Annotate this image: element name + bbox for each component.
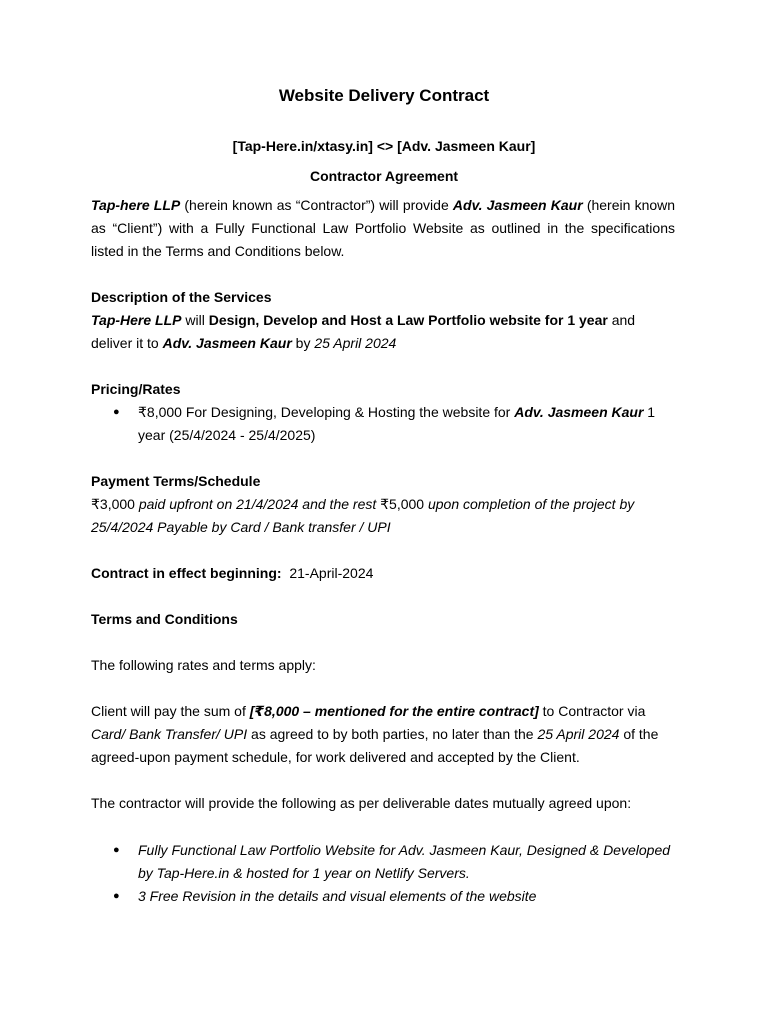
services-paragraph bbox=[91, 309, 675, 355]
terms-heading: Terms and Conditions bbox=[91, 611, 238, 627]
effective-date: 21-April-2024 bbox=[289, 565, 374, 581]
intro-text-2: (herein known as “Client”) with a Fully Functional Law Portfolio Website as outlined in the specifications listed in the Terms and Conditions below. bbox=[91, 197, 676, 259]
clause-note: mentioned for the entire contract] bbox=[314, 703, 539, 719]
clause-methods: Card/ Bank Transfer/ UPI bbox=[91, 726, 248, 742]
intro-text-1: (herein known as “Contractor”) will provide bbox=[180, 197, 453, 213]
clause-sum: [₹8,000 – bbox=[249, 703, 315, 719]
contractor-name: Tap-here LLP bbox=[91, 197, 181, 213]
pricing-client: Adv. Jasmeen Kaur bbox=[514, 404, 644, 420]
effective-label: Contract in effect beginning: bbox=[91, 565, 282, 581]
clause-text-4: of the agreed-upon payment schedule, for work delivered and accepted by the Client. bbox=[91, 726, 659, 765]
payment-text-1: paid upfront on 21/4/2024 and the rest bbox=[134, 496, 381, 512]
pricing-text-1: ₹8,000 For Designing, Developing & Hosting the website for bbox=[138, 404, 515, 420]
deliverable-item: Fully Functional Law Portfolio Website for Adv. Jasmeen Kaur, Designed & Developed by Tap-Here.in & hosted for 1 year on Netlify Servers. bbox=[138, 842, 671, 881]
payment-text-2: upon completion of the project by 25/4/2024 Payable by Card / Bank transfer / UPI bbox=[91, 496, 635, 535]
document-subtitle: Contractor Agreement bbox=[309, 168, 459, 184]
services-client: Adv. Jasmeen Kaur bbox=[162, 335, 292, 351]
intro-paragraph bbox=[91, 194, 675, 263]
bullet-icon: ● bbox=[113, 890, 120, 902]
services-text-1: will bbox=[181, 312, 209, 328]
clause-text-3: as agreed to by both parties, no later than the bbox=[247, 726, 538, 742]
pricing-heading: Pricing/Rates bbox=[91, 381, 181, 397]
terms-apply: The following rates and terms apply: bbox=[91, 657, 316, 673]
bullet-icon: ● bbox=[113, 406, 120, 418]
deliverables-intro: The contractor will provide the following as per deliverable dates mutually agreed upon: bbox=[91, 795, 632, 811]
pricing-item bbox=[138, 401, 678, 447]
services-date: 25 April 2024 bbox=[314, 335, 397, 351]
payment-amount-upfront: ₹3,000 bbox=[91, 496, 135, 512]
services-text-3: by bbox=[291, 335, 315, 351]
clause-text-2: to Contractor via bbox=[538, 703, 646, 719]
effective-line bbox=[91, 562, 675, 585]
client-name: Adv. Jasmeen Kaur bbox=[452, 197, 583, 213]
services-contractor: Tap-Here LLP bbox=[91, 312, 182, 328]
payment-amount-rest: ₹5,000 bbox=[380, 496, 425, 512]
payment-clause bbox=[91, 700, 675, 769]
document-title: Website Delivery Contract bbox=[278, 86, 490, 105]
services-heading: Description of the Services bbox=[91, 289, 272, 305]
parties-line: [Tap-Here.in/xtasy.in] <> [Adv. Jasmeen Kaur] bbox=[232, 138, 536, 154]
bullet-icon: ● bbox=[113, 844, 120, 856]
pricing-text-2: 1 year (25/4/2024 - 25/4/2025) bbox=[138, 404, 656, 443]
payment-paragraph bbox=[91, 493, 675, 539]
payment-heading: Payment Terms/Schedule bbox=[91, 473, 261, 489]
services-text-2: and deliver it to bbox=[91, 312, 636, 351]
deliverable-item: 3 Free Revision in the details and visual elements of the website bbox=[138, 888, 537, 904]
clause-text-1: Client will pay the sum of bbox=[91, 703, 250, 719]
clause-date: 25 April 2024 bbox=[537, 726, 620, 742]
services-scope: Design, Develop and Host a Law Portfolio website for 1 year bbox=[208, 312, 608, 328]
